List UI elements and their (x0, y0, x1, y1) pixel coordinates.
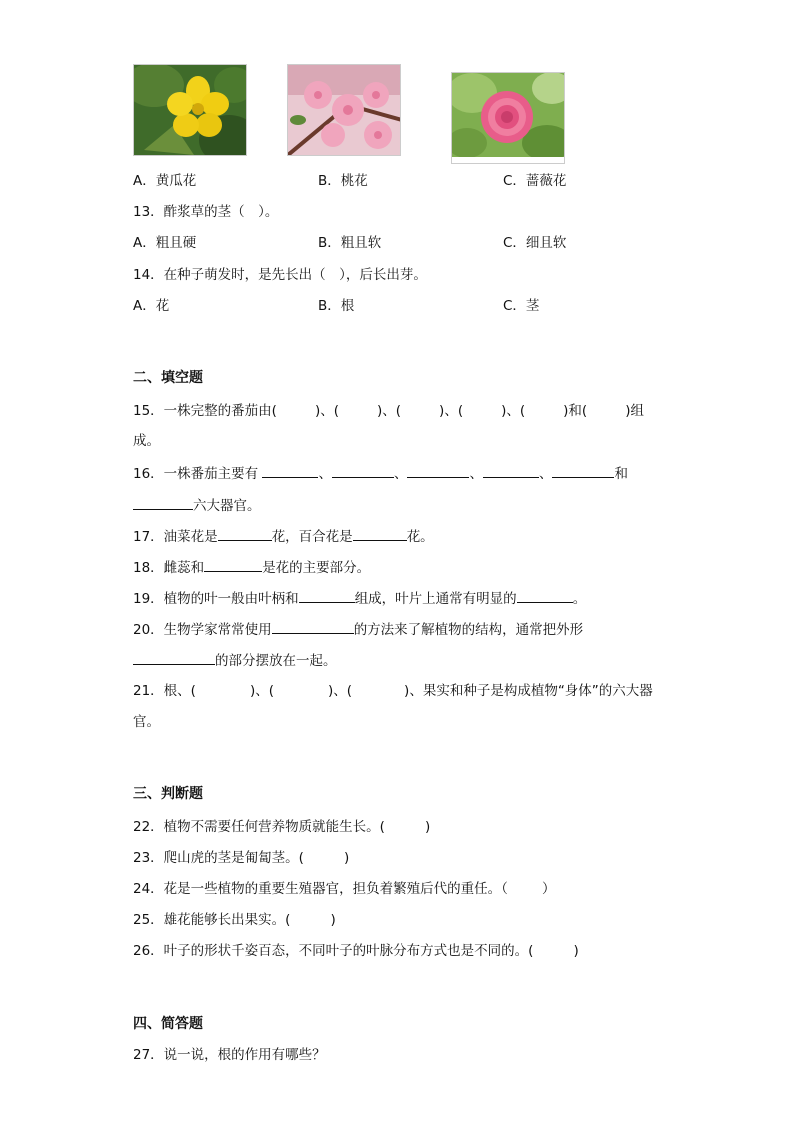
q22-line (133, 818, 430, 836)
q16-blank-2[interactable] (332, 463, 394, 478)
q26-text: 26．叶子的形状千姿百态，不同叶子的叶脉分布方式也是不同的。( (133, 943, 534, 959)
q16-line2 (133, 495, 261, 515)
q16-sep: 、 (318, 466, 332, 482)
q12-option-c[interactable]: C．蔷薇花 (503, 173, 567, 189)
q25-line (133, 911, 336, 929)
q24-text: 24．花是一些植物的重要生殖器官，担负着繁殖后代的重任。（ (133, 881, 508, 897)
q19-mid: 组成，叶片上通常有明显的 (354, 591, 517, 607)
q23-close: ) (343, 850, 350, 866)
q15-sep5: )和( (563, 403, 588, 419)
q20-prefix: 20．生物学家常常使用 (133, 622, 272, 638)
q16-blank-5[interactable] (552, 463, 614, 478)
q26-close: ) (573, 943, 579, 959)
q16-blank-3[interactable] (407, 463, 469, 478)
q23-line (133, 849, 349, 867)
q17-line (133, 526, 434, 546)
q20-end: 的部分摆放在一起。 (215, 653, 337, 669)
q16-and: 和 (614, 466, 628, 482)
q17-mid: 花，百合花是 (271, 529, 353, 545)
q15-prefix: 15．一株完整的番茄由( (133, 403, 277, 419)
q20-mid: 的方法来了解植物的结构，通常把外形 (353, 622, 584, 638)
q17-blank-1[interactable] (218, 526, 272, 541)
q21-end: )、果实和种子是构成植物“身体”的六大器 (404, 683, 653, 699)
q26-line (133, 942, 579, 960)
q19-blank-1[interactable] (299, 588, 355, 603)
q12-option-a[interactable]: A．黄瓜花 (133, 173, 197, 189)
q17-blank-2[interactable] (353, 526, 407, 541)
q14-option-b[interactable]: B．根 (318, 298, 355, 314)
q16-blank-4[interactable] (483, 463, 539, 478)
q15-end: )组 (625, 403, 644, 419)
q13-option-b[interactable]: B．粗且软 (318, 235, 382, 251)
q20-line2 (133, 650, 337, 670)
q18-prefix: 18．雌蕊和 (133, 560, 205, 576)
q24-line (133, 880, 555, 898)
q27-stem: 27．说一说，根的作用有哪些？ (133, 1047, 326, 1063)
q14-option-c[interactable]: C．茎 (503, 298, 540, 314)
q13-option-a[interactable]: A．粗且硬 (133, 235, 197, 251)
q18-end: 是花的主要部分。 (262, 560, 371, 576)
q15-sep3: )、( (439, 403, 464, 419)
q16-end: 六大器官。 (193, 498, 261, 514)
q16-sep: 、 (469, 466, 483, 482)
section-judge-title: 三、判断题 (133, 786, 203, 802)
q21-sep1: )、( (249, 683, 274, 699)
peach-blossom-photo (287, 64, 401, 156)
q20-blank-1[interactable] (272, 619, 354, 634)
section-short-answer-title: 四、简答题 (133, 1016, 203, 1032)
q21-sep2: )、( (328, 683, 353, 699)
section-fill-blank-title: 二、填空题 (133, 370, 203, 386)
q23-text: 23．爬山虎的茎是匍匐茎。( (133, 850, 304, 866)
q25-close: ) (330, 912, 336, 928)
q18-line (133, 557, 370, 577)
q13-stem: 13．酢浆草的茎（ ）。 (133, 204, 279, 220)
q16-blank-1[interactable] (262, 463, 318, 478)
q16-sep: 、 (538, 466, 553, 482)
q20-blank-2[interactable] (133, 650, 215, 665)
q21-line2: 官。 (133, 714, 160, 730)
q14-option-a[interactable]: A．花 (133, 298, 170, 314)
q24-close: ） (541, 881, 556, 897)
q16-line1 (133, 463, 628, 483)
q19-prefix: 19．植物的叶一般由叶柄和 (133, 591, 299, 607)
q15-line2: 成。 (133, 433, 160, 449)
q19-line (133, 588, 586, 608)
q16-prefix: 16．一株番茄主要有 (133, 466, 259, 482)
q12-option-b[interactable]: B．桃花 (318, 173, 368, 189)
q20-line1 (133, 619, 583, 639)
q15-sep4: )、( (501, 403, 526, 419)
rose-photo (451, 72, 565, 164)
q16-blank-6[interactable] (133, 495, 193, 510)
q18-blank-1[interactable] (204, 557, 262, 572)
q16-sep: 、 (393, 466, 408, 482)
q25-text: 25．雄花能够长出果实。( (133, 912, 291, 928)
q21-prefix: 21．根、( (133, 683, 196, 699)
q17-prefix: 17．油菜花是 (133, 529, 218, 545)
q19-end: 。 (572, 591, 587, 607)
q19-blank-2[interactable] (517, 588, 573, 603)
q22-close: ) (424, 819, 431, 835)
cucumber-flower-photo (133, 64, 247, 156)
q13-option-c[interactable]: C．细且软 (503, 235, 567, 251)
q22-text: 22．植物不需要任何营养物质就能生长。( (133, 819, 385, 835)
q14-stem: 14．在种子萌发时，是先长出（ ），后长出芽。 (133, 267, 427, 283)
q15-sep1: )、( (314, 403, 339, 419)
q17-end: 花。 (406, 529, 434, 545)
q21-line1 (133, 682, 653, 700)
q15-sep2: )、( (377, 403, 402, 419)
q15-line1 (133, 402, 644, 420)
